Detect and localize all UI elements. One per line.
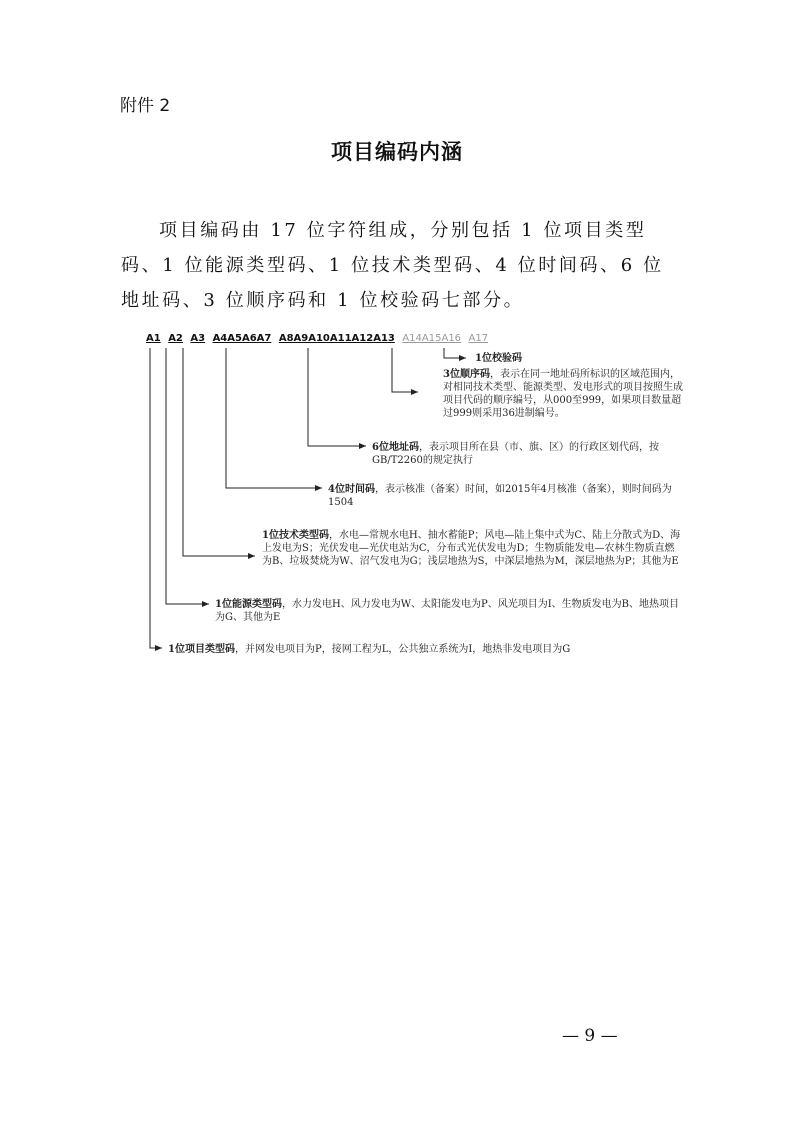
desc-check: 1位校验码 [475, 353, 522, 364]
desc-address: 6位地址码，表示项目所在县（市、旗、区）的行政区划代码，按GB/T2260的规定执行 [372, 442, 659, 466]
line-a17 [444, 348, 466, 358]
code-a1: A1 [146, 333, 161, 344]
code-a3: A3 [190, 333, 206, 344]
line-a2 [166, 348, 209, 604]
intro-paragraph: 项目编码由 17 位字符组成，分别包括 1 位项目类型码、1 位能源类型码、1 位技术类型码、4 位时间码、6 位地址码、3 位顺序码和 1 位校验码七部分。 [121, 220, 664, 311]
line-a1 [150, 348, 162, 648]
desc-project: 1位项目类型码，并网发电项目为P，接网工程为L，公共独立系统为I，地热非发电项目为G [168, 644, 571, 655]
desc-energy: 1位能源类型码，水力发电H、风力发电为W、太阳能发电为P、风光项目为I、生物质发电为B、地热项目为G、其他为E [215, 599, 679, 623]
code-a8-a13: A8A9A10A11A12A13 [278, 333, 395, 344]
desc-tech: 1位技术类型码，水电—常规水电H、抽水蓄能P；风电—陆上集中式为C、陆上分散式为D、海上发电为S；光伏发电—光伏电站为C，分布式光伏发电为D；生物质能发电—农林生物质直燃为B、垃圾焚烧为W、沼气发电为G；浅层地热为S，中深层地热为M，深层地热为P；其他为E [262, 530, 681, 567]
page-number: — 9 — [562, 1026, 618, 1046]
code-a2: A2 [168, 333, 183, 344]
page-title: 项目编码内涵 [331, 140, 463, 164]
desc-sequence: 3位顺序码，表示在同一地址码所标识的区域范围内，对相同技术类型、能源类型、发电形式的项目按照生成项目代码的顺序编号，从000至999，如果项目数量超过999则采用36进制编号。 [443, 369, 683, 419]
code-a17: A17 [468, 333, 489, 344]
line-a8-a13 [308, 348, 366, 446]
code-a14-a16: A14A15A16 [402, 333, 462, 344]
line-a3 [183, 348, 255, 556]
desc-time: 4位时间码，表示核准（备案）时间，如2015年4月核准（备案），则时间码为1504 [328, 484, 672, 508]
code-a4-a7: A4A5A6A7 [212, 333, 272, 344]
line-a14-a16 [392, 348, 418, 392]
attachment-label: 附件 2 [120, 96, 171, 116]
